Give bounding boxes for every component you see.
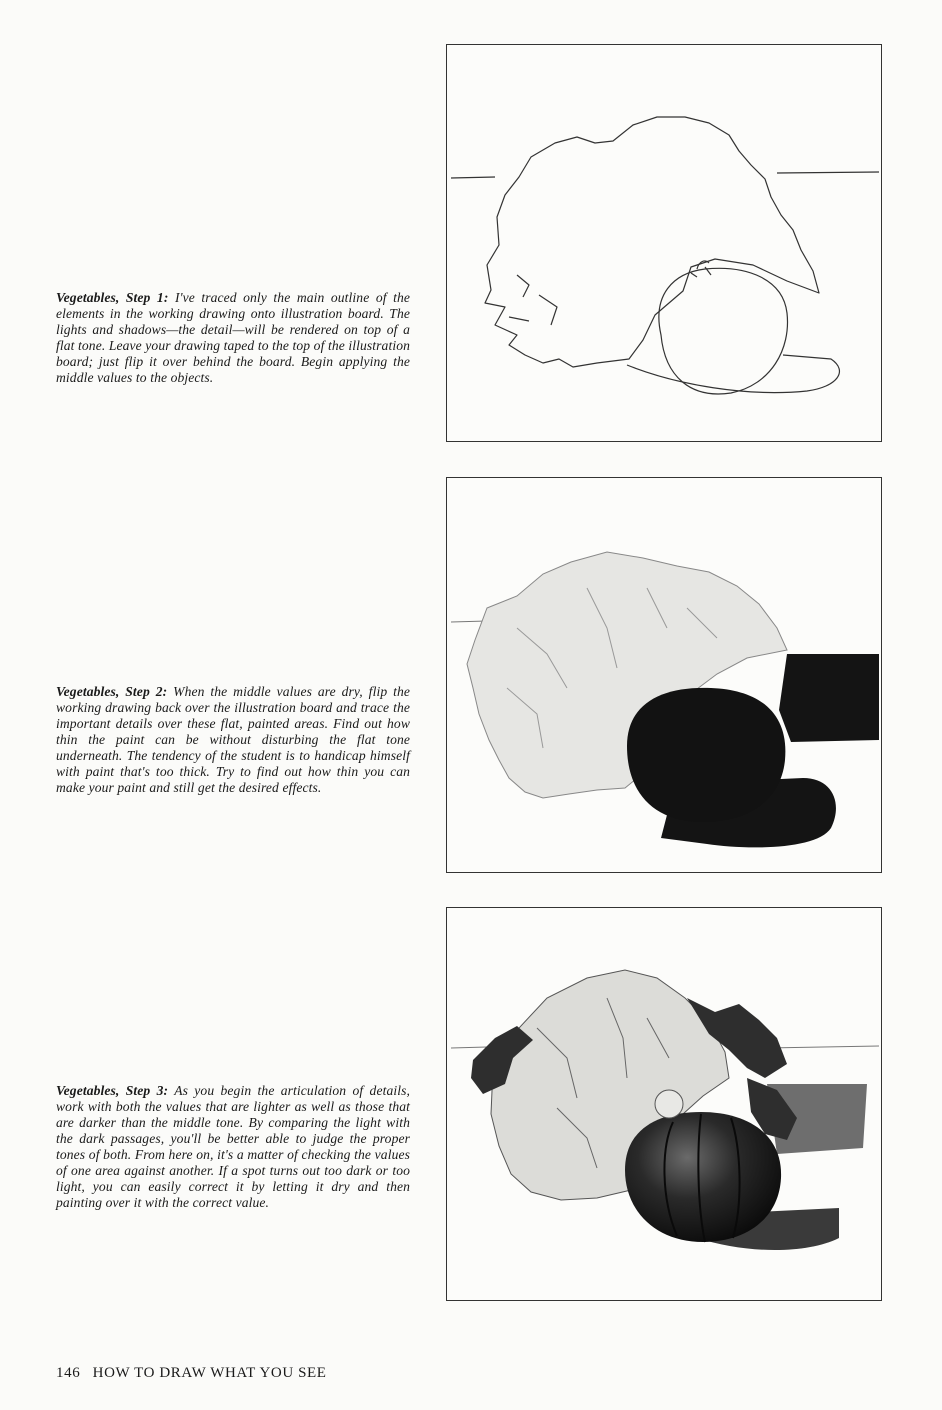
- caption-step-1-body: I've traced only the main outline of the elements in the working drawing onto illustration board. The lights and shadows—the detail—will be rendered on top of a flat tone. Leave your drawing taped to the top of the illustration board; just flip it over behind the board. Begin applying the middle values to the objects.: [56, 290, 410, 385]
- lettuce-outline: [485, 117, 819, 367]
- illustration-step-1: [446, 44, 882, 442]
- lettuce-detail-lines: [509, 275, 557, 325]
- page-number: 146: [56, 1365, 81, 1381]
- book-title: HOW TO DRAW WHAT YOU SEE: [92, 1365, 327, 1381]
- tomato-outline: [659, 268, 788, 394]
- caption-step-3-lead: Vegetables, Step 3:: [56, 1083, 169, 1098]
- caption-step-3-body: As you begin the articulation of details, work with both the values that are lighter as well as those that are darker than the middle tone. By comparing the light with the dark passages, you'll be better able to judge the proper tones of both. From here on, it's a matter of checking the values of one area against another. If a spot turns out too dark or too light, you can easily correct it by letting it dry and then painting over it with the correct value.: [56, 1083, 410, 1210]
- outline-drawing: [447, 45, 881, 441]
- tomato-dark: [627, 688, 785, 822]
- illustration-step-3: [446, 907, 882, 1301]
- caption-step-2: [56, 684, 410, 796]
- caption-step-1-lead: Vegetables, Step 1:: [56, 290, 169, 305]
- caption-step-3: [56, 1083, 410, 1211]
- plate-outline: [627, 355, 839, 393]
- caption-step-2-lead: Vegetables, Step 2:: [56, 684, 168, 699]
- illustration-step-2: [446, 477, 882, 873]
- radish-light: [655, 1090, 683, 1118]
- detailed-painting: [447, 908, 881, 1300]
- middle-value-painting: [447, 478, 881, 872]
- caption-step-2-body: When the middle values are dry, flip the working drawing back over the illustration board and trace the important details over these flat, painted areas. Find out how thin the paint can be without disturbing the flat tone underneath. The tendency of the student is to handicap himself with paint that's too thick. Try to find out how thin you can make your paint and still get the desired effects.: [56, 684, 411, 795]
- table-edge-line: [451, 172, 879, 178]
- right-shadow-block: [779, 654, 879, 742]
- page-footer: [56, 1365, 327, 1382]
- caption-step-1: [56, 290, 410, 386]
- tomato-detailed: [625, 1112, 781, 1242]
